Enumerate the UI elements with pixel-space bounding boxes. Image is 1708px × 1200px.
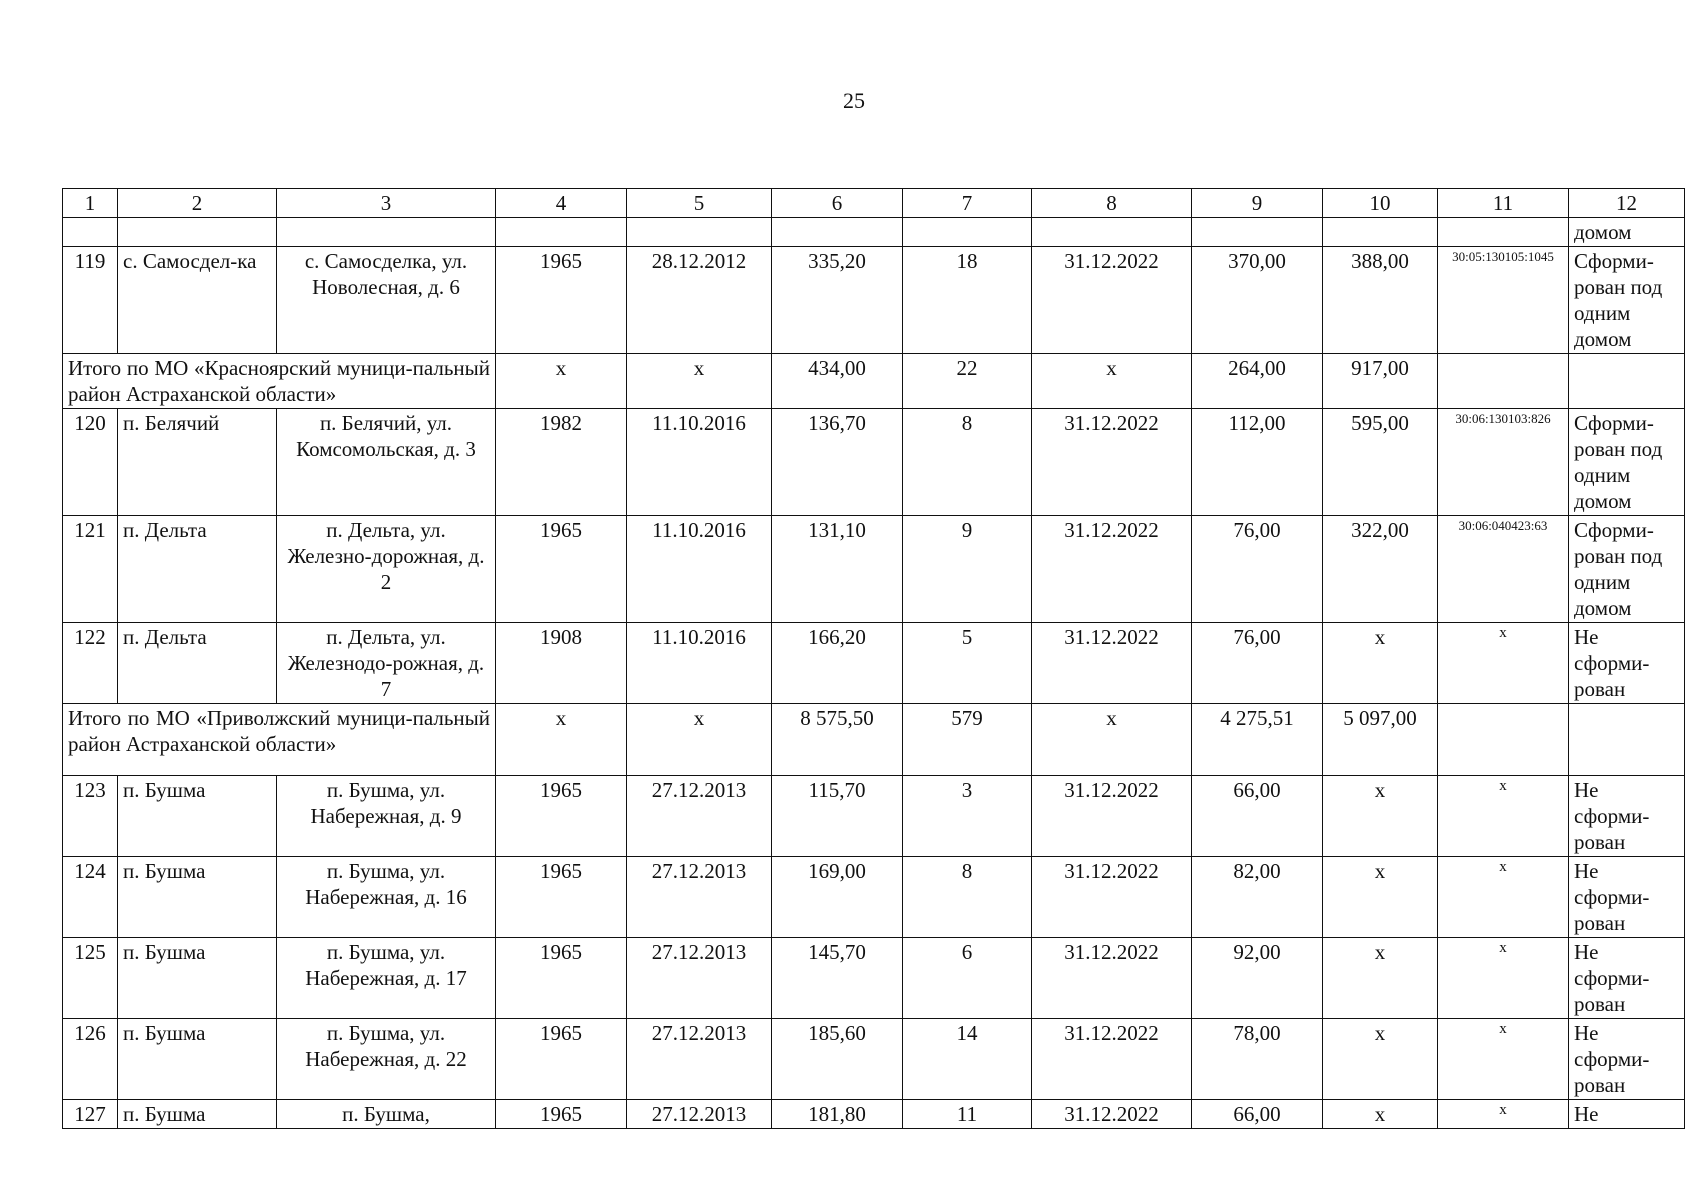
- cell-col10: 388,00: [1323, 247, 1438, 354]
- cadastral-number-cell: х: [1438, 776, 1569, 857]
- status-cell: домом: [1569, 218, 1685, 247]
- cell-col6: 434,00: [772, 354, 903, 409]
- cell-col9: 112,00: [1192, 409, 1323, 516]
- deadline-cell: 31.12.2022: [1032, 857, 1192, 938]
- row-number-cell: 126: [63, 1019, 118, 1100]
- row-number-cell: 122: [63, 623, 118, 704]
- date-cell: 28.12.2012: [627, 247, 772, 354]
- column-number: 5: [627, 189, 772, 218]
- status-cell: Не сформи-рован: [1569, 857, 1685, 938]
- date-cell: 27.12.2013: [627, 1100, 772, 1129]
- status-cell: Сформи-рован под одним домом: [1569, 409, 1685, 516]
- cell-col9: 370,00: [1192, 247, 1323, 354]
- area-cell: 145,70: [772, 938, 903, 1019]
- cell-col7: 579: [903, 704, 1032, 776]
- settlement-cell: п. Бушма: [118, 857, 277, 938]
- deadline-cell: 31.12.2022: [1032, 409, 1192, 516]
- status-cell: Не сформи-рован: [1569, 1019, 1685, 1100]
- status-cell: Не сформи-рован: [1569, 776, 1685, 857]
- cell-col10: х: [1323, 857, 1438, 938]
- table-row: [63, 516, 1685, 623]
- cadastral-number-cell: х: [1438, 857, 1569, 938]
- row-number-cell: 120: [63, 409, 118, 516]
- settlement-cell: п. Бушма: [118, 1019, 277, 1100]
- table-row: [63, 623, 1685, 704]
- year-cell: 1965: [496, 857, 627, 938]
- table-row: [63, 1100, 1685, 1129]
- cell-col7: 22: [903, 354, 1032, 409]
- cell-col10: 5 097,00: [1323, 704, 1438, 776]
- subtotal-row: [63, 354, 1685, 409]
- cadastral-number-cell: 30:05:130105:1045: [1438, 247, 1569, 354]
- people-cell: 14: [903, 1019, 1032, 1100]
- cell-col11: [1438, 354, 1569, 409]
- column-number: 8: [1032, 189, 1192, 218]
- address-cell: п. Бушма, ул. Набережная, д. 22: [277, 1019, 496, 1100]
- year-cell: 1908: [496, 623, 627, 704]
- row-number-cell: 119: [63, 247, 118, 354]
- address-cell: п. Дельта, ул. Железнодо-рожная, д. 7: [277, 623, 496, 704]
- column-number: 7: [903, 189, 1032, 218]
- year-cell: 1965: [496, 1100, 627, 1129]
- deadline-cell: 31.12.2022: [1032, 938, 1192, 1019]
- cell-col10: х: [1323, 1019, 1438, 1100]
- cell-col9: 76,00: [1192, 623, 1323, 704]
- continuation-row: [63, 218, 1685, 247]
- people-cell: 5: [903, 623, 1032, 704]
- deadline-cell: 31.12.2022: [1032, 247, 1192, 354]
- settlement-cell: с. Самосдел-ка: [118, 247, 277, 354]
- address-cell: с. Самосделка, ул. Новолесная, д. 6: [277, 247, 496, 354]
- deadline-cell: 31.12.2022: [1032, 1100, 1192, 1129]
- people-cell: 6: [903, 938, 1032, 1019]
- status-cell: Сформи-рован под одним домом: [1569, 247, 1685, 354]
- area-cell: 166,20: [772, 623, 903, 704]
- column-number: 2: [118, 189, 277, 218]
- settlement-cell: п. Бушма: [118, 938, 277, 1019]
- date-cell: 11.10.2016: [627, 516, 772, 623]
- year-cell: 1965: [496, 516, 627, 623]
- deadline-cell: 31.12.2022: [1032, 623, 1192, 704]
- area-cell: 335,20: [772, 247, 903, 354]
- column-number: 4: [496, 189, 627, 218]
- deadline-cell: 31.12.2022: [1032, 776, 1192, 857]
- cadastral-number-cell: х: [1438, 623, 1569, 704]
- cadastral-number-cell: 30:06:040423:63: [1438, 516, 1569, 623]
- column-number: 10: [1323, 189, 1438, 218]
- cell-col9: 76,00: [1192, 516, 1323, 623]
- settlement-cell: п. Бушма: [118, 776, 277, 857]
- status-cell: Сформи-рован под одним домом: [1569, 516, 1685, 623]
- cell-col10: х: [1323, 938, 1438, 1019]
- date-cell: 27.12.2013: [627, 938, 772, 1019]
- cell-col9: 66,00: [1192, 1100, 1323, 1129]
- cell-col9: 264,00: [1192, 354, 1323, 409]
- table-row: [63, 857, 1685, 938]
- cell-col10: х: [1323, 776, 1438, 857]
- table-row: [63, 1019, 1685, 1100]
- subtotal-label: Итого по МО «Приволжский муници-пальный район Астраханской области»: [63, 704, 496, 776]
- cell-col9: 78,00: [1192, 1019, 1323, 1100]
- settlement-cell: п. Дельта: [118, 623, 277, 704]
- table-row: [63, 409, 1685, 516]
- area-cell: 136,70: [772, 409, 903, 516]
- row-number-cell: 121: [63, 516, 118, 623]
- year-cell: 1965: [496, 776, 627, 857]
- address-cell: п. Дельта, ул. Железно-дорожная, д. 2: [277, 516, 496, 623]
- column-number: 12: [1569, 189, 1685, 218]
- date-cell: 11.10.2016: [627, 409, 772, 516]
- year-cell: 1965: [496, 247, 627, 354]
- cell-col4: х: [496, 354, 627, 409]
- cell-col12: [1569, 354, 1685, 409]
- column-number: 9: [1192, 189, 1323, 218]
- cell-col10: 917,00: [1323, 354, 1438, 409]
- page-number: 25: [843, 88, 865, 113]
- row-number-cell: 124: [63, 857, 118, 938]
- subtotal-row: [63, 704, 1685, 776]
- date-cell: 27.12.2013: [627, 857, 772, 938]
- year-cell: 1982: [496, 409, 627, 516]
- column-number: 3: [277, 189, 496, 218]
- cell-col10: х: [1323, 1100, 1438, 1129]
- cell-col10: 322,00: [1323, 516, 1438, 623]
- cadastral-number-cell: х: [1438, 938, 1569, 1019]
- column-number-row: [63, 189, 1685, 218]
- subtotal-label: Итого по МО «Красноярский муници-пальный район Астраханской области»: [63, 354, 496, 409]
- date-cell: 27.12.2013: [627, 1019, 772, 1100]
- cadastral-number-cell: х: [1438, 1100, 1569, 1129]
- area-cell: 169,00: [772, 857, 903, 938]
- address-cell: п. Бушма,: [277, 1100, 496, 1129]
- status-cell: Не сформи-рован: [1569, 938, 1685, 1019]
- table-row: [63, 776, 1685, 857]
- date-cell: 27.12.2013: [627, 776, 772, 857]
- cell-col4: х: [496, 704, 627, 776]
- cell-col5: х: [627, 704, 772, 776]
- people-cell: 8: [903, 857, 1032, 938]
- cell-col9: 66,00: [1192, 776, 1323, 857]
- housing-register-table: [62, 188, 1685, 1129]
- column-number: 11: [1438, 189, 1569, 218]
- row-number-cell: 123: [63, 776, 118, 857]
- column-number: 6: [772, 189, 903, 218]
- cell-col8: х: [1032, 354, 1192, 409]
- settlement-cell: п. Бушма: [118, 1100, 277, 1129]
- settlement-cell: п. Дельта: [118, 516, 277, 623]
- status-cell: Не: [1569, 1100, 1685, 1129]
- cell-col9: 82,00: [1192, 857, 1323, 938]
- cell-col6: 8 575,50: [772, 704, 903, 776]
- cell-col8: х: [1032, 704, 1192, 776]
- people-cell: 18: [903, 247, 1032, 354]
- people-cell: 3: [903, 776, 1032, 857]
- cell-col9: 92,00: [1192, 938, 1323, 1019]
- area-cell: 115,70: [772, 776, 903, 857]
- year-cell: 1965: [496, 1019, 627, 1100]
- address-cell: п. Бушма, ул. Набережная, д. 17: [277, 938, 496, 1019]
- area-cell: 131,10: [772, 516, 903, 623]
- date-cell: 11.10.2016: [627, 623, 772, 704]
- status-cell: Не сформи-рован: [1569, 623, 1685, 704]
- row-number-cell: 125: [63, 938, 118, 1019]
- deadline-cell: 31.12.2022: [1032, 516, 1192, 623]
- people-cell: 9: [903, 516, 1032, 623]
- column-number: 1: [63, 189, 118, 218]
- year-cell: 1965: [496, 938, 627, 1019]
- table-row: [63, 938, 1685, 1019]
- people-cell: 8: [903, 409, 1032, 516]
- area-cell: 185,60: [772, 1019, 903, 1100]
- cell-col10: х: [1323, 623, 1438, 704]
- row-number-cell: 127: [63, 1100, 118, 1129]
- address-cell: п. Белячий, ул. Комсомольская, д. 3: [277, 409, 496, 516]
- address-cell: п. Бушма, ул. Набережная, д. 9: [277, 776, 496, 857]
- settlement-cell: п. Белячий: [118, 409, 277, 516]
- cell-col9: 4 275,51: [1192, 704, 1323, 776]
- people-cell: 11: [903, 1100, 1032, 1129]
- cadastral-number-cell: 30:06:130103:826: [1438, 409, 1569, 516]
- cell-col10: 595,00: [1323, 409, 1438, 516]
- cell-col12: [1569, 704, 1685, 776]
- table-row: [63, 247, 1685, 354]
- area-cell: 181,80: [772, 1100, 903, 1129]
- cadastral-number-cell: х: [1438, 1019, 1569, 1100]
- address-cell: п. Бушма, ул. Набережная, д. 16: [277, 857, 496, 938]
- cell-col11: [1438, 704, 1569, 776]
- cell-col5: х: [627, 354, 772, 409]
- deadline-cell: 31.12.2022: [1032, 1019, 1192, 1100]
